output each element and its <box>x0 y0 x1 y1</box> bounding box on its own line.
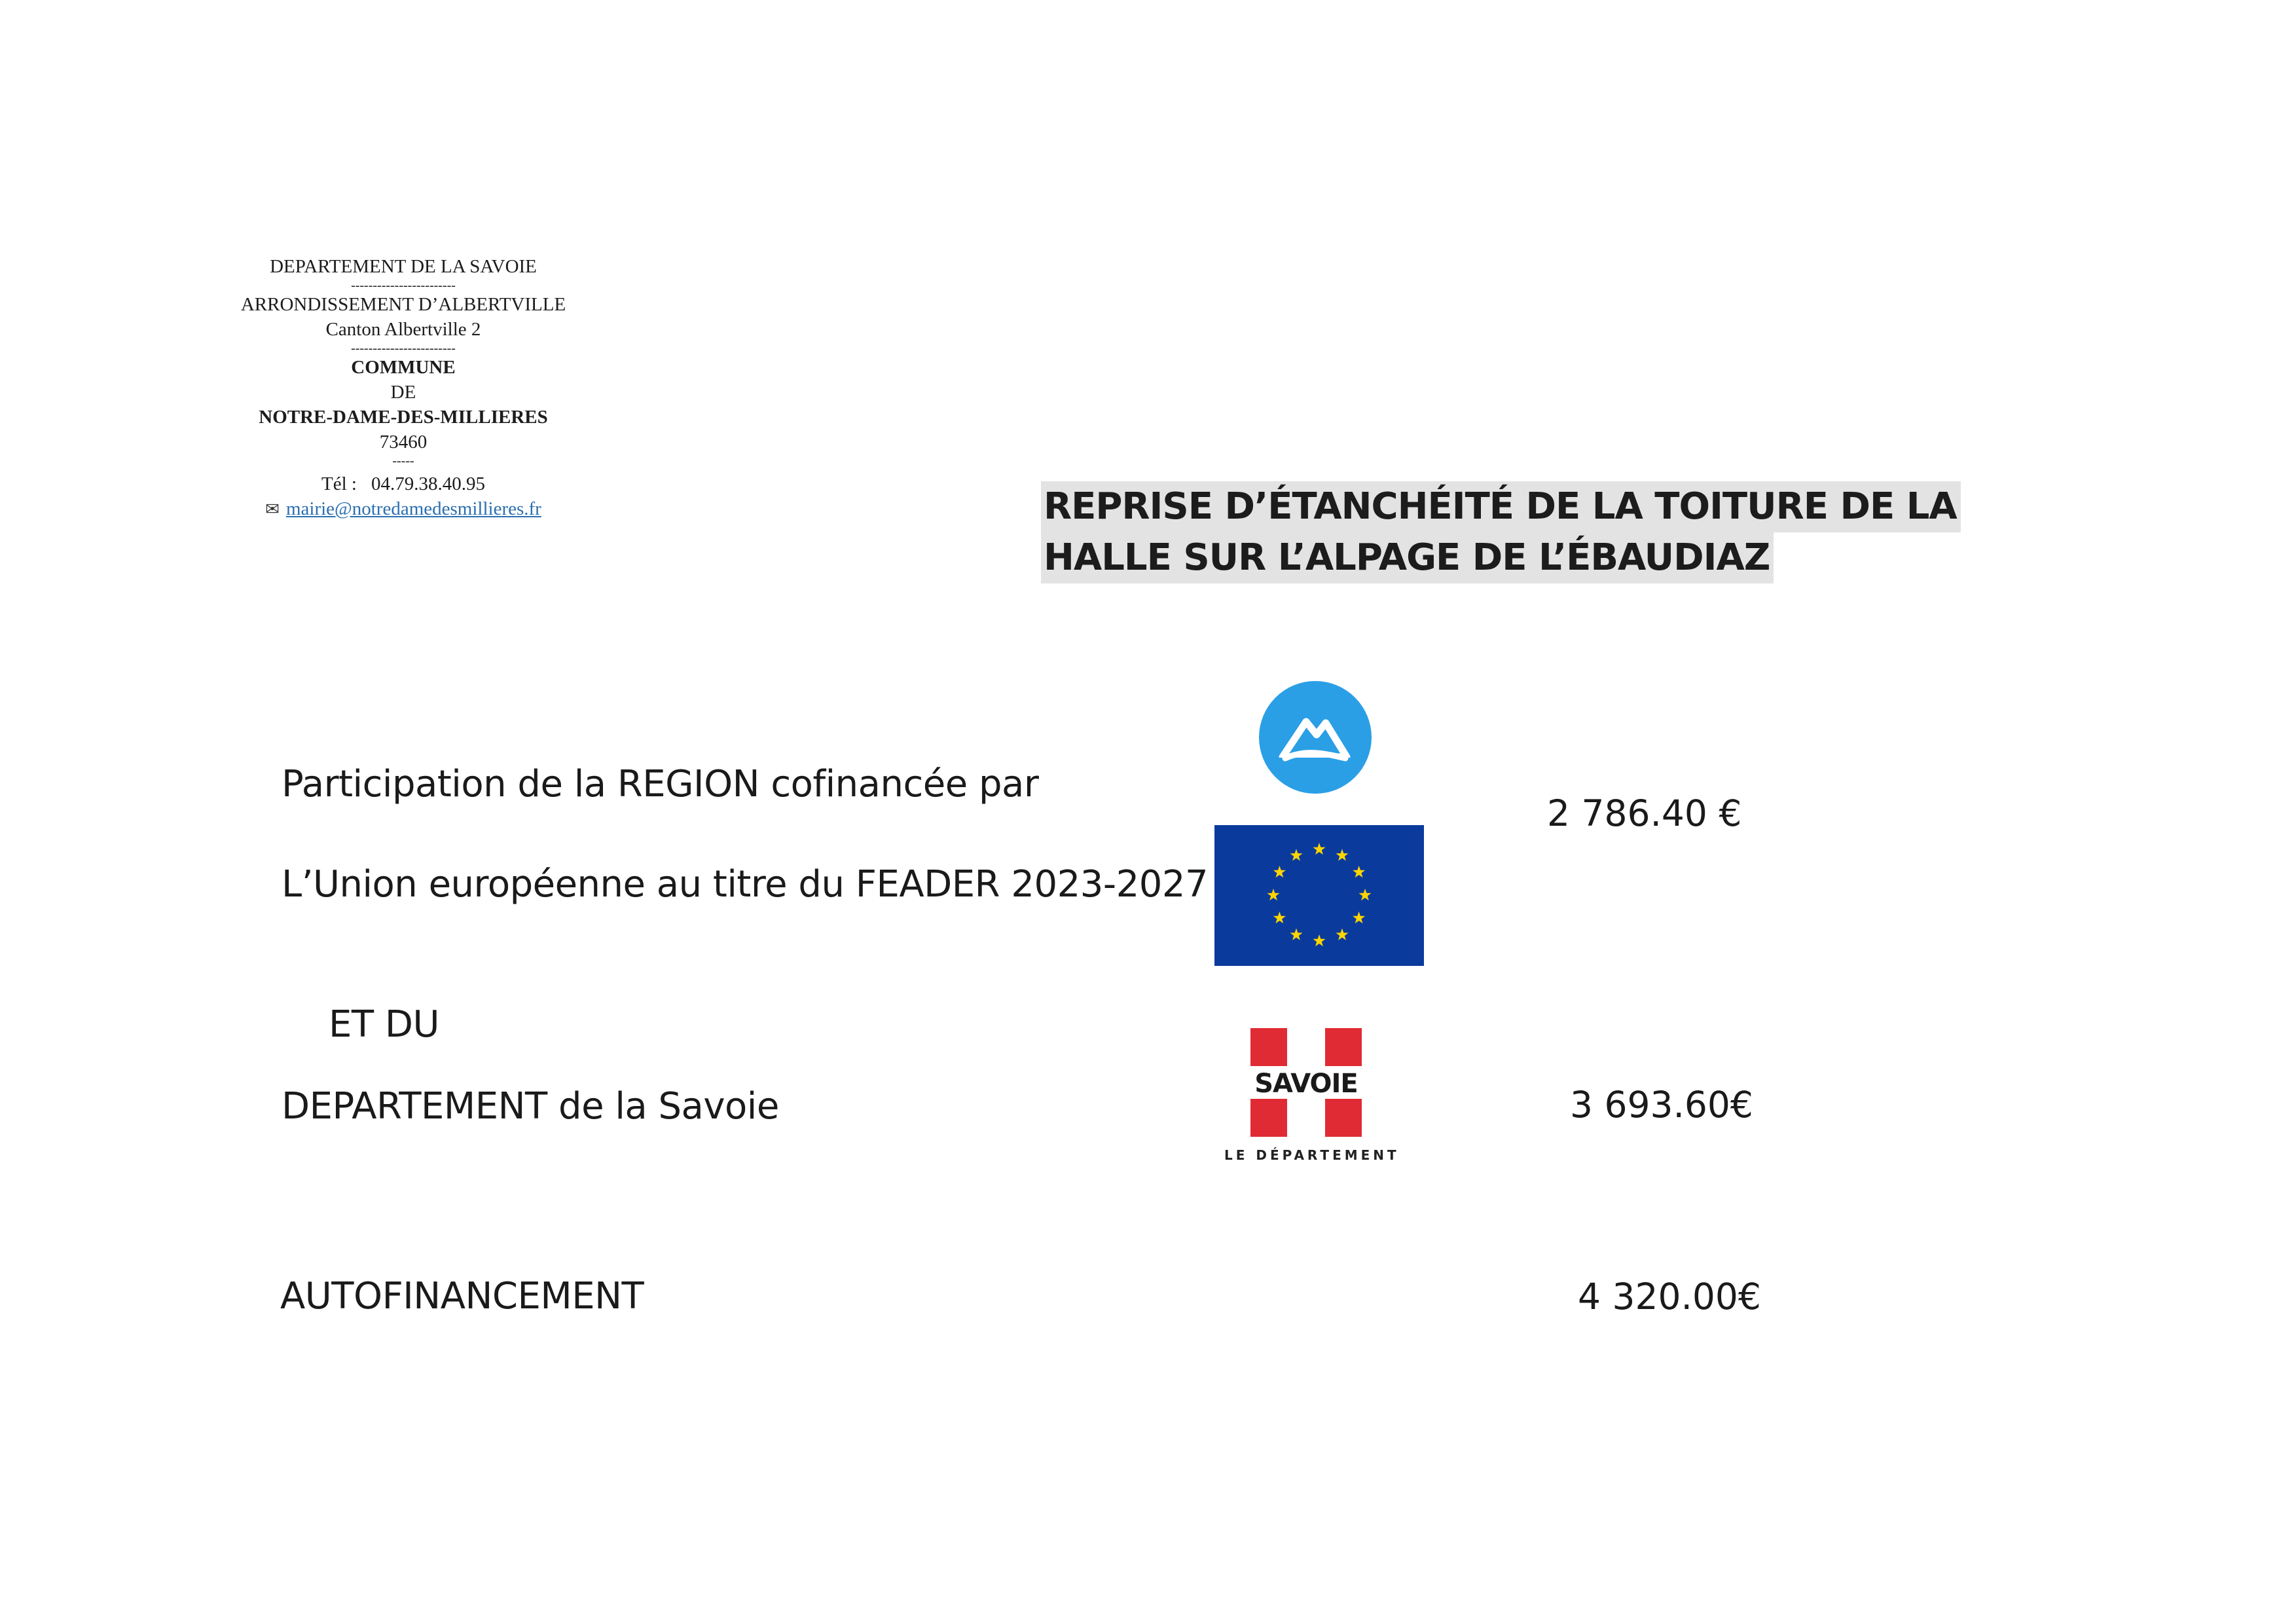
email-line <box>207 496 600 522</box>
eu-flag <box>1214 825 1424 966</box>
title-line-2: HALLE SUR L’ALPAGE DE L’ÉBAUDIAZ <box>1041 532 1774 583</box>
autofinancement-amount: 4 320.00€ <box>1578 1276 1761 1318</box>
savoie-caption: LE DÉPARTEMENT <box>1224 1147 1400 1163</box>
region-amount: 2 786.40 € <box>1547 792 1742 834</box>
letterhead <box>207 254 600 522</box>
departement-text: DEPARTEMENT de la Savoie <box>282 1085 779 1128</box>
region-participation-text: Participation de la REGION cofinancée par <box>282 763 1039 805</box>
arrondissement-line: ARRONDISSEMENT D’ALBERTVILLE <box>240 294 566 315</box>
separator: ------------------------ <box>351 341 456 356</box>
savoie-logo-graphic <box>1224 1022 1388 1146</box>
document-title <box>1041 481 1961 583</box>
region-logo <box>1259 681 1372 794</box>
telephone-line <box>207 471 600 496</box>
savoie-wordmark: SAVOIE <box>1254 1069 1358 1099</box>
separator: ----- <box>392 454 414 468</box>
departement-line: DEPARTEMENT DE LA SAVOIE <box>270 256 537 277</box>
eu-flag-graphic <box>1214 825 1424 966</box>
eu-feader-text: L’Union européenne au titre du FEADER 2023-2027 <box>282 863 1209 906</box>
envelope-icon: ✉ <box>265 500 280 519</box>
autofinancement-label: AUTOFINANCEMENT <box>280 1275 644 1318</box>
title-line-1: REPRISE D’ÉTANCHÉITÉ DE LA TOITURE DE LA <box>1041 481 1961 532</box>
departement-amount: 3 693.60€ <box>1570 1084 1753 1126</box>
canton-line: Canton Albertville 2 <box>325 319 481 340</box>
commune-label: COMMUNE <box>351 357 456 378</box>
commune-de: DE <box>390 382 416 403</box>
commune-name: NOTRE-DAME-DES-MILLIERES <box>259 407 548 428</box>
region-logo-graphic <box>1259 681 1372 794</box>
separator: ------------------------ <box>351 278 456 293</box>
email-link[interactable]: mairie@notredamedesmillieres.fr <box>285 498 541 519</box>
savoie-departement-logo <box>1224 1022 1400 1179</box>
telephone-label: Tél : <box>321 473 357 494</box>
postal-code: 73460 <box>379 432 428 452</box>
et-du-text: ET DU <box>329 1003 439 1046</box>
telephone-number: 04.79.38.40.95 <box>371 473 485 494</box>
